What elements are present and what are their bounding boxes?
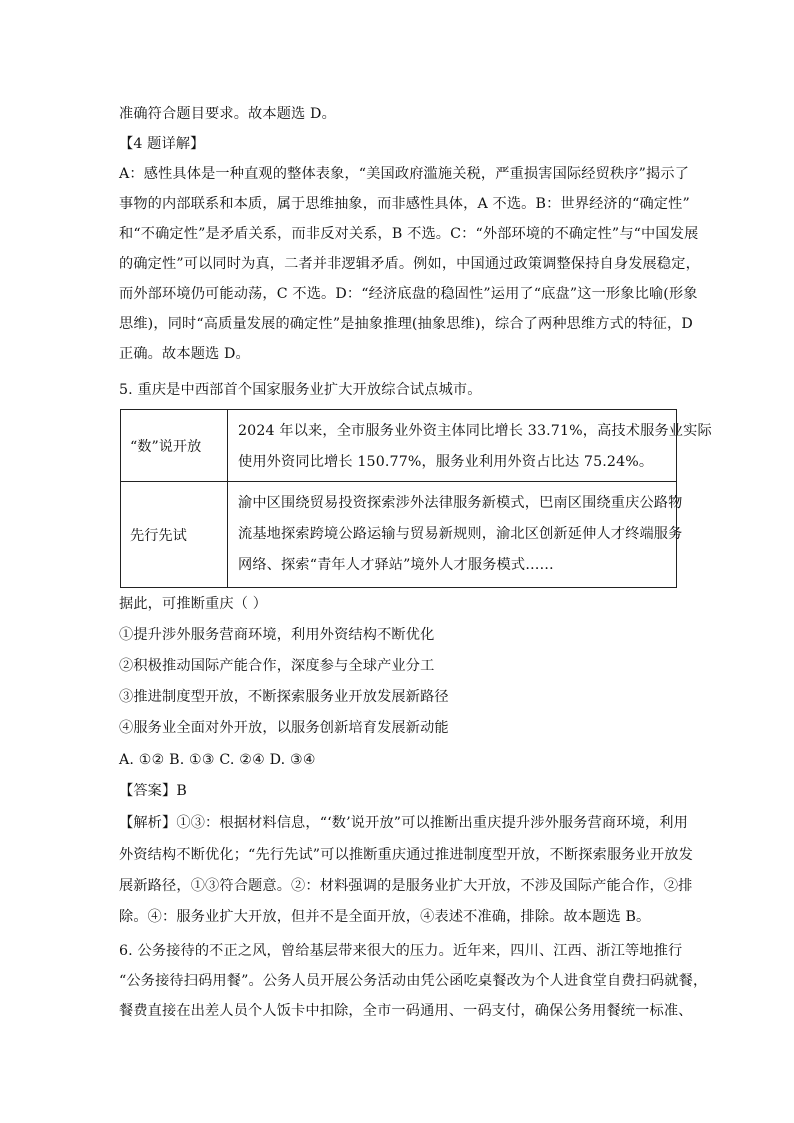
cell-line: 流基地探索跨境公路运输与贸易新规则，渝北区创新延伸人才终端服务 xyxy=(238,526,683,542)
answer-line: 【答案】B xyxy=(119,783,187,799)
question-prompt: 据此，可推断重庆（ ） xyxy=(119,596,268,612)
table-row xyxy=(121,482,683,587)
text-line: 而外部环境仍可能动荡，C 不选。D：“经济底盘的稳固性”运用了“底盘”这一形象比喻(形象 xyxy=(119,286,698,302)
text-line: 的确定性”可以同时为真，二者并非逻辑矛盾。例如，中国通过政策调整保持自身发展稳定， xyxy=(119,256,700,272)
option-statement: ②积极推动国际产能合作，深度参与全球产业分工 xyxy=(119,658,435,674)
analysis-line: 【解析】①③：根据材料信息，“‘数’说开放”可以推断出重庆提升涉外服务营商环境，利用 xyxy=(119,815,688,831)
text-line: 准确符合题目要求。故本题选 D。 xyxy=(119,106,336,122)
table-row xyxy=(121,410,712,482)
row-content xyxy=(229,410,712,481)
option-statement: ③推进制度型开放，不断探索服务业开放发展新路径 xyxy=(119,689,449,705)
analysis-line: 展新路径，①③符合题意。②：材料强调的是服务业扩大开放，不涉及国际产能合作，②排 xyxy=(119,878,693,894)
text-line: 思维)，同时“高质量发展的确定性”是抽象推理(抽象思维)，综合了两种思维方式的特征，D xyxy=(119,316,693,332)
text-line: 和“不确定性”是矛盾关系，而非反对关系，B 不选。C：“外部环境的不确定性”与“中国发展 xyxy=(119,226,699,242)
analysis-line: 外资结构不断优化；“先行先试”可以推断重庆通过推进制度型开放，不断探索服务业开放发 xyxy=(119,847,693,863)
cell-line: 2024 年以来，全市服务业外资主体同比增长 33.71%，高技术服务业实际 xyxy=(238,423,712,439)
cell-line: 网络、探索“青年人才驿站”境外人才服务模式…… xyxy=(238,557,554,573)
row-label: 先行先试 xyxy=(121,482,228,587)
material-table xyxy=(120,409,712,588)
answer-choices: A. ①② B. ①③ C. ②④ D. ③④ xyxy=(119,752,316,768)
question-stem: 6. 公务接待的不正之风，曾给基层带来很大的压力。近年来，四川、江西、浙江等地推行 xyxy=(119,943,683,959)
text-line: “公务接待扫码用餐”。公务人员开展公务活动由凭公函吃桌餐改为个人进食堂自费扫码就餐， xyxy=(119,973,708,989)
text-line: A：感性具体是一种直观的整体表象，“美国政府滥施关税，严重损害国际经贸秩序”揭示了 xyxy=(119,166,690,182)
text-line: 事物的内部联系和本质，属于思维抽象，而非感性具体，A 不选。B：世界经济的“确定性” xyxy=(119,196,690,212)
cell-line: 渝中区围绕贸易投资探索涉外法律服务新模式，巴南区围绕重庆公路物 xyxy=(238,495,683,511)
text-line: 餐费直接在出差人员个人饭卡中扣除，全市一码通用、一码支付，确保公务用餐统一标准、 xyxy=(119,1003,693,1019)
row-label: “数”说开放 xyxy=(121,410,228,481)
row-content xyxy=(229,482,683,587)
text-line: 正确。故本题选 D。 xyxy=(119,346,250,362)
cell-line: 使用外资同比增长 150.77%，服务业利用外资占比达 75.24%。 xyxy=(238,454,654,470)
option-statement: ④服务业全面对外开放，以服务创新培育发展新动能 xyxy=(119,720,449,736)
question-stem: 5. 重庆是中西部首个国家服务业扩大开放综合试点城市。 xyxy=(119,382,482,398)
option-statement: ①提升涉外服务营商环境，利用外资结构不断优化 xyxy=(119,627,435,643)
section-heading: 【4 题详解】 xyxy=(119,136,205,152)
analysis-line: 除。④：服务业扩大开放，但并不是全面开放，④表述不准确，排除。故本题选 B。 xyxy=(119,909,651,925)
